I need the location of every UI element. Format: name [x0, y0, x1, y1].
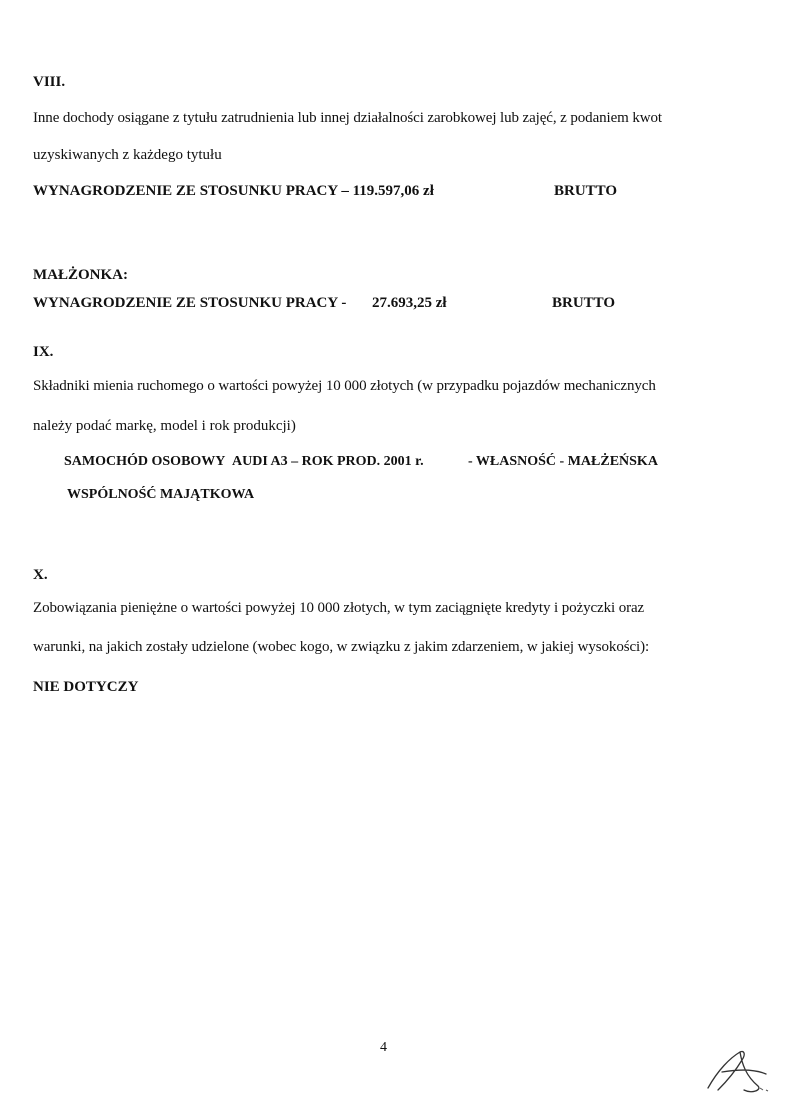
spouse-income-amount: 27.693,25 zł [372, 295, 447, 311]
section-viii-heading: VIII. [33, 74, 66, 90]
section-viii-description-line2: uzyskiwanych z każdego tytułu [33, 147, 222, 163]
signature-image [700, 1040, 780, 1100]
vehicle-ownership: - WŁASNOŚĆ - MAŁŻEŃSKA [468, 454, 658, 469]
spouse-label: MAŁŻONKA: [33, 267, 128, 283]
page-number: 4 [380, 1040, 387, 1055]
vehicle-ownership-line2: WSPÓLNOŚĆ MAJĄTKOWA [67, 487, 255, 502]
spouse-income-type: BRUTTO [552, 295, 616, 311]
section-x-description-line2: warunki, na jakich zostały udzielone (wobec kogo, w związku z jakim zdarzeniem, w jakiej wysokości): [33, 639, 650, 655]
section-ix-heading: IX. [33, 344, 54, 360]
section-ix-description-line2: należy podać markę, model i rok produkcji) [33, 418, 296, 434]
income-type: BRUTTO [554, 183, 618, 199]
section-x-heading: X. [33, 567, 48, 583]
section-ix-description-line1: Składniki mienia ruchomego o wartości powyżej 10 000 złotych (w przypadku pojazdów mechanicznych [33, 378, 656, 394]
section-x-description-line1: Zobowiązania pieniężne o wartości powyżej 10 000 złotych, w tym zaciągnięte kredyty i pożyczki oraz [33, 600, 645, 616]
section-viii-description-line1: Inne dochody osiągane z tytułu zatrudnienia lub innej działalności zarobkowej lub zajęć, z podaniem kwot [33, 110, 662, 126]
section-x-answer: NIE DOTYCZY [33, 679, 139, 695]
vehicle-model-year: AUDI A3 – ROK PROD. 2001 r. [232, 454, 424, 469]
income-label: WYNAGRODZENIE ZE STOSUNKU PRACY – 119.597,06 zł [33, 183, 434, 199]
vehicle-type: SAMOCHÓD OSOBOWY [64, 454, 226, 469]
spouse-income-label: WYNAGRODZENIE ZE STOSUNKU PRACY - [33, 295, 347, 311]
